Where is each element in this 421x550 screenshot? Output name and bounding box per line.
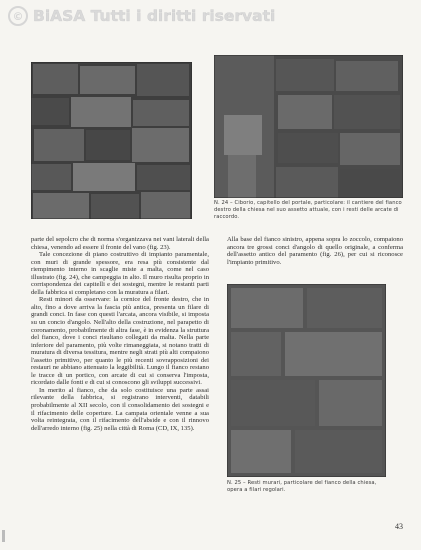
watermark — [8, 4, 275, 28]
photo-capital — [214, 55, 403, 198]
body-text-left — [31, 236, 209, 524]
body-text-right — [227, 236, 403, 276]
caption-top-right: N. 24 – Ciborio, capitello del portale, particolare: il cantiere del fianco destro della chiesa nel suo assetto attuale, con i resti delle arcate di raccordo. — [214, 200, 402, 220]
page-number: 43 — [395, 522, 403, 531]
copyright-icon: © — [8, 6, 28, 26]
paragraph: Alla base del fianco sinistro, appena sopra lo zoccolo, compaiono ancora tre grossi conci d'angolo di quello originale, a conferma dell'assetto antico del paramento (fig. 26), per cui si riconosce l'impianto primitivo. — [227, 236, 403, 266]
paragraph: Tale concezione di piano costruttivo di impianto paramentale, con muri di grande spessore, era resa più consistente dal riempimento interno in scaglie miste a malta, come nel caso illustrato (fig. 24), che campeggia in alto. Il muro risulta proprio in corrispondenza dei capitelli e dei sostegni, mentre le restanti parti della fabbrica si completano con la muratura a filari. — [31, 251, 209, 296]
photo-stone-wall — [31, 62, 192, 219]
watermark-text: BiASA Tutti i diritti riservati — [33, 7, 276, 25]
paragraph: Resti minori da osservare: la cornice del fronte destro, che in alto, fino a dove arriva la fascia più antica, presenta un filare di grandi conci. In fase con questi l'arcata, ancora visibile, si imposta su un concio d'angolo. Nell'alto della costruzione, nel parapetto di coronamento, probabilmente di altra fase, è in evidenza la struttura del fianco, dove i conci risultano collegati da malta. Nella parte inferiore del paramento, più volte rimaneggiata, si notano tratti di muratura di diversa tessitura, mentre negli strati più alti compaiono l'assetto primitivo, per quanto le più recenti sovrapposizioni dei restauri ne abbiano attenuato la leggibilità. Lungo il fianco restano le tracce di un portico, con arcate di cui si conserva l'imposta, ricordato dalle fonti e di cui si conoscono gli sviluppi successivi. — [31, 296, 209, 387]
photo-inscribed-stone — [227, 284, 386, 477]
paragraph: parte del sepolcro che di norma s'organizzava nei vani laterali della chiesa, venendo ad essere il fronte del vano (fig. 23). — [31, 236, 209, 251]
paragraph: In merito al fianco, che da solo costituisce una parte assai rilevante della fabbrica, si registrano interventi, databili probabilmente al XII secolo, con il consolidamento dei sostegni e il rifacimento delle coperture. La campata orientale venne a sua volta reintegrata, con il rifacimento dell'abside e con il rinnovo dell'arredo interno (fig. 25) nella città di Roma (CD, IX, 135). — [31, 386, 209, 432]
caption-bottom-right: N. 25 – Resti murari, particolare del fianco della chiesa, opera a filari regolari. — [227, 480, 377, 493]
page-edge-mark — [2, 530, 5, 542]
